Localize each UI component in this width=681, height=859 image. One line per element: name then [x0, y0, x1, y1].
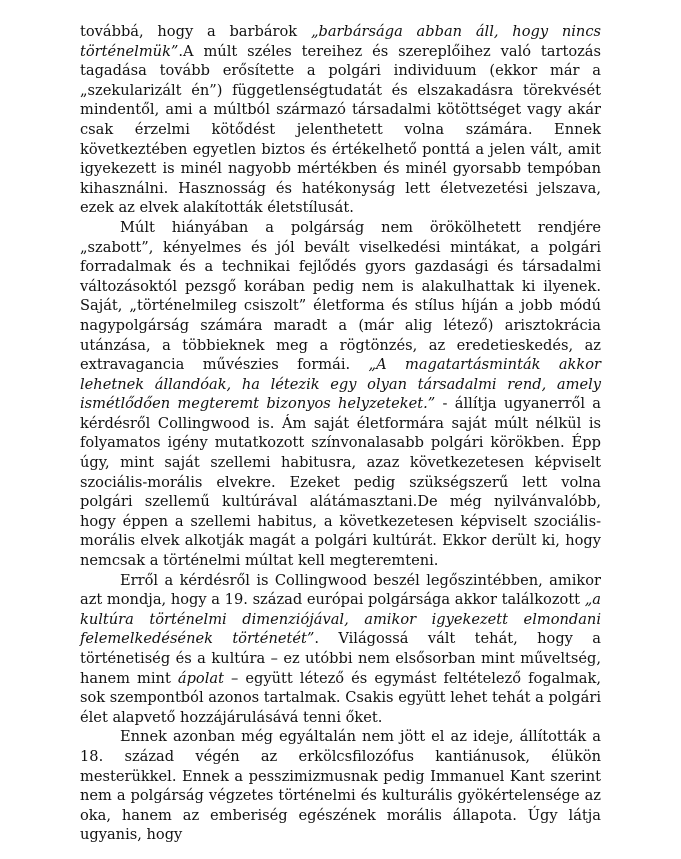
paragraph-3 [80, 571, 601, 728]
paragraph-1-text: továbbá, hogy a barbárok [80, 23, 311, 40]
document-page [80, 22, 601, 845]
paragraph-2 [80, 218, 601, 571]
paragraph-3-text: Erről a kérdésről is Collingwood beszél legőszintébben, amikor azt mondja, hogy a 19. század európai polgársága akkor találkozott [80, 571, 601, 609]
paragraph-2-text: Múlt hiányában a polgárság nem örökölhetett rendjére „szabott”, kényelmes és jól bevált viselkedési mintákat, a polgári forradalmak és a technikai fejlődés gyors gazdasági és társadalmi változásoktól pezsgő korában pedig nem is alakulhattak ki ilyenek. Saját, „történelmileg csiszolt” életforma és stílus híján a jobb módú nagypolgárság számára maradt a (már alig létező) arisztokrácia utánzása, a többieknek meg a rögtönzés, az eredetieskedés, az extravagancia művészies formái. [80, 218, 601, 374]
paragraph-4 [80, 727, 601, 845]
paragraph-3-text-continued: . Világossá vált tehát, hogy a történetiség és a kultúra – ez utóbbi nem elsősorban mint műveltség, hanem mint [80, 630, 601, 687]
paragraph-2-quote: „A magatartásminták akkor lehetnek állandóak, ha létezik egy olyan társadalmi rend, amely ismétlődően megteremt bizonyos helyzeteket.” [80, 356, 601, 413]
paragraph-2-text-continued: - állítja ugyanerről a kérdésről Collingwood is. Ám saját életformára saját múlt nélkül is folyamatos igény mutatkozott színvonalasabb polgári körökben. Épp úgy, mint saját szellemi habitusra, azaz következetesen képviselt szociális-morális elvekre. Ezeket pedig szükségszerű lett volna polgári szellemű kultúrával alátámasztani.De még nyilvánvalóbb, hogy éppen a szellemi habitus, a következetesen képviselt szociális-morális elvek alkotják magát a polgári kultúrát. Ekkor derült ki, hogy nemcsak a történelmi múltat kell megteremteni. [80, 395, 601, 570]
paragraph-3-emphasis: ápolat [177, 669, 224, 687]
paragraph-1 [80, 22, 601, 218]
paragraph-3-text-end: – együtt létező és egymást feltételező fogalmak, sok szempontból azonos tartalmak. Csakis együtt lehet tehát a polgári élet alapvető hozzájárulásává tenni őket. [80, 669, 601, 726]
paragraph-4-text: Ennek azonban még egyáltalán nem jött el az ideje, állították a 18. század végén az erkölcsfilozófus kantiánusok, élükön mesterükkel. Ennek a pesszimizmusnak pedig Immanuel Kant szerint nem a polgárság végzetes történelmi és kulturális gyökértelensége az oka, hanem az emberiség egészének morális állapota. Úgy látja ugyanis, hogy [80, 728, 601, 844]
paragraph-3-quote: „a kultúra történelmi dimenziójával, amikor igyekezett elmondani felemelkedésének történetét” [80, 591, 601, 648]
paragraph-1-text-continued: .A múlt széles tereihez és szereplőihez való tartozás tagadása tovább erősítette a polgári individuum (ekkor már a „szekularizált én”) függetlenségtudatát és elszakadásra törekvését mindentől, ami a múltból származó társadalmi kötöttséget vagy akár csak érzelmi kötődést jelenthetett volna számára. Ennek következtében egyetlen biztos és értékelhető ponttá a jelen vált, amit igyekezett is minél nagyobb mértékben és minél gyorsabb tempóban kihasználni. Hasznosság és hatékonyság lett életvezetési jelszava, ezek az elvek alakították életstílusát. [80, 42, 601, 217]
paragraph-1-quote: „barbársága abban áll, hogy nincs történelmük” [80, 23, 601, 60]
